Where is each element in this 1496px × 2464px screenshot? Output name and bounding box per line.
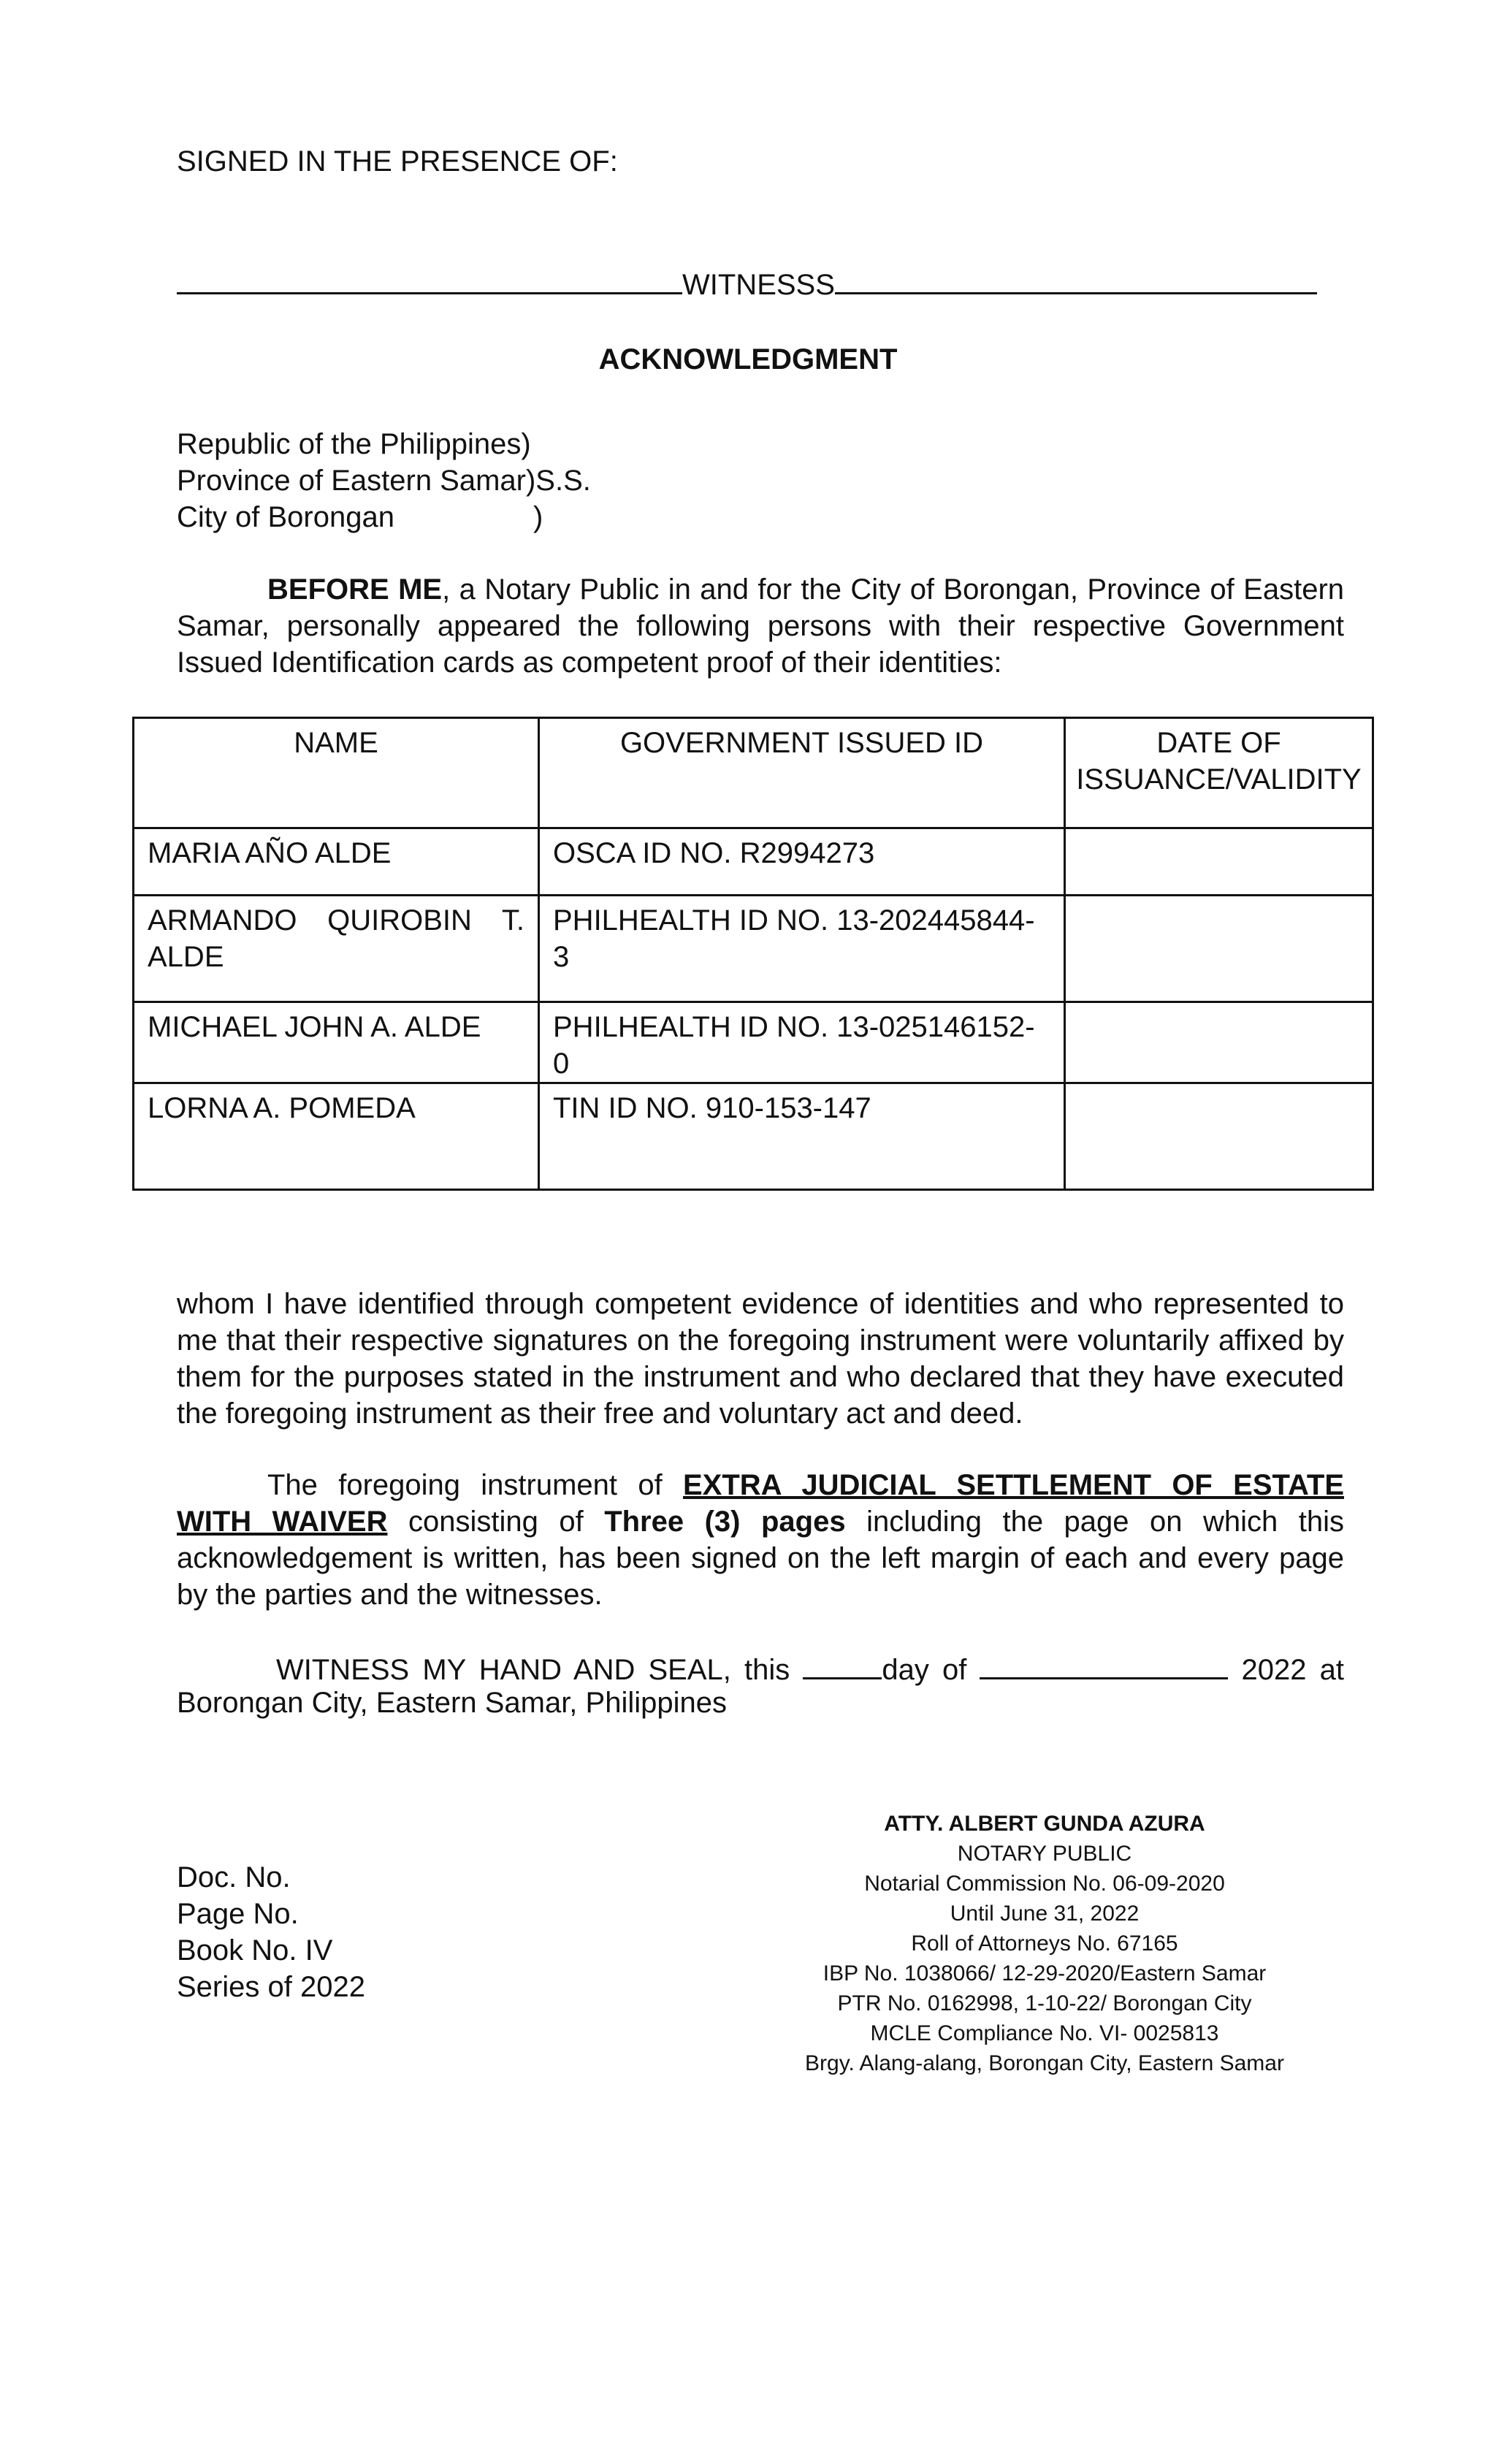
venue-city: City of Borongan	[177, 501, 394, 533]
notary-roll: Roll of Attorneys No. 67165	[911, 1931, 1178, 1956]
intro-line-1-rest: , a Notary Public in and for the City of Borongan, Province of Eastern	[442, 573, 1345, 606]
instrument-rest-1: including the page on which this	[866, 1506, 1344, 1538]
instrument-consisting: consisting of	[408, 1506, 584, 1538]
notary-name: ATTY. ALBERT GUNDA AZURA	[884, 1812, 1205, 1836]
notary-block	[745, 1809, 1344, 2078]
instrument-line-3: acknowledgement is written, has been signed on the left margin of each and every page	[177, 1542, 1344, 1574]
row-name: MARIA AÑO ALDE	[134, 828, 539, 896]
row-gov-id: PHILHEALTH ID NO. 13-025146152-0	[539, 1002, 1065, 1083]
series: Series of 2022	[177, 1971, 365, 2003]
whom-line-4: the foregoing instrument as their free and voluntary act and deed.	[177, 1397, 1023, 1430]
book-no: Book No. IV	[177, 1934, 333, 1967]
table-row	[134, 896, 1373, 1002]
seal-month-blank	[980, 1648, 1228, 1679]
notary-role: NOTARY PUBLIC	[957, 1842, 1132, 1866]
header-gov-id: GOVERNMENT ISSUED ID	[539, 718, 1065, 828]
notary-address: Brgy. Alang-alang, Borongan City, Eastern Samar	[805, 2051, 1284, 2075]
notary-ptr: PTR No. 0162998, 1-10-22/ Borongan City	[837, 1991, 1252, 2015]
venue-line-2: Province of Eastern Samar)S.S.	[177, 465, 591, 497]
seal-lead: WITNESS MY HAND AND SEAL, this	[276, 1654, 790, 1686]
seal-year: 2022 at	[1241, 1654, 1344, 1686]
instrument-lead: The foregoing instrument of	[267, 1469, 663, 1501]
presence-label: SIGNED IN THE PRESENCE OF:	[177, 145, 618, 178]
whom-line-3: them for the purposes stated in the instrument and who declared that they have executed	[177, 1361, 1344, 1393]
row-name: ARMANDO QUIROBIN T. ALDE	[134, 896, 539, 1002]
whom-line-1: whom I have identified through competent evidence of identities and who represented to	[177, 1288, 1344, 1320]
id-table	[132, 717, 1374, 1191]
row-name: MICHAEL JOHN A. ALDE	[134, 1002, 539, 1083]
intro-line-3: Issued Identification cards as competent proof of their identities:	[177, 646, 1002, 679]
row-date	[1065, 828, 1373, 896]
notary-mcle: MCLE Compliance No. VI- 0025813	[870, 2021, 1219, 2045]
header-name: NAME	[134, 718, 539, 828]
witness-signature-line-right	[835, 263, 1317, 294]
instrument-pages: Three (3) pages	[604, 1506, 846, 1538]
instrument-line-4: by the parties and the witnesses.	[177, 1579, 603, 1611]
notary-ibp: IBP No. 1038066/ 12-29-2020/Eastern Samar	[823, 1961, 1267, 1986]
seal-line-2: Borongan City, Eastern Samar, Philippines	[177, 1687, 727, 1719]
instrument-line-1	[177, 1467, 1344, 1503]
instrument-doc-title-2: WITH WAIVER	[177, 1506, 388, 1538]
page-no: Page No.	[177, 1898, 299, 1930]
venue-paren: )	[533, 501, 543, 533]
notary-until: Until June 31, 2022	[950, 1902, 1140, 1926]
table-row	[134, 1083, 1373, 1190]
doc-no: Doc. No.	[177, 1861, 291, 1893]
table-header-row	[134, 718, 1373, 828]
row-date	[1065, 1002, 1373, 1083]
instrument-doc-title-1: EXTRA JUDICIAL SETTLEMENT OF ESTATE	[682, 1469, 1344, 1501]
intro-lead: BEFORE ME	[267, 573, 443, 606]
witness-signature-line-left	[177, 263, 682, 294]
witness-line	[177, 263, 1317, 303]
whom-line-2: me that their respective signatures on the foregoing instrument were voluntarily affixed by	[177, 1324, 1344, 1357]
venue-line-3	[177, 499, 543, 535]
header-date: DATE OF ISSUANCE/VALIDITY	[1065, 718, 1373, 828]
instrument-line-2	[177, 1503, 1344, 1540]
row-date	[1065, 896, 1373, 1002]
intro-line-1	[177, 571, 1344, 608]
witness-label: WITNESSS	[682, 269, 835, 301]
seal-day: day of	[882, 1654, 967, 1686]
acknowledgment-title: ACKNOWLEDGMENT	[598, 343, 898, 375]
notary-commission: Notarial Commission No. 06-09-2020	[864, 1872, 1225, 1896]
row-date	[1065, 1083, 1373, 1190]
row-gov-id: PHILHEALTH ID NO. 13-202445844-3	[539, 896, 1065, 1002]
intro-line-2: Samar, personally appeared the following persons with their respective Government	[177, 610, 1344, 642]
seal-day-blank	[803, 1648, 882, 1679]
row-gov-id: TIN ID NO. 910-153-147	[539, 1083, 1065, 1190]
seal-line-1	[177, 1648, 1344, 1688]
row-name: LORNA A. POMEDA	[134, 1083, 539, 1190]
venue-line-1: Republic of the Philippines)	[177, 428, 531, 460]
table-row	[134, 828, 1373, 896]
row-gov-id: OSCA ID NO. R2994273	[539, 828, 1065, 896]
table-row	[134, 1002, 1373, 1083]
